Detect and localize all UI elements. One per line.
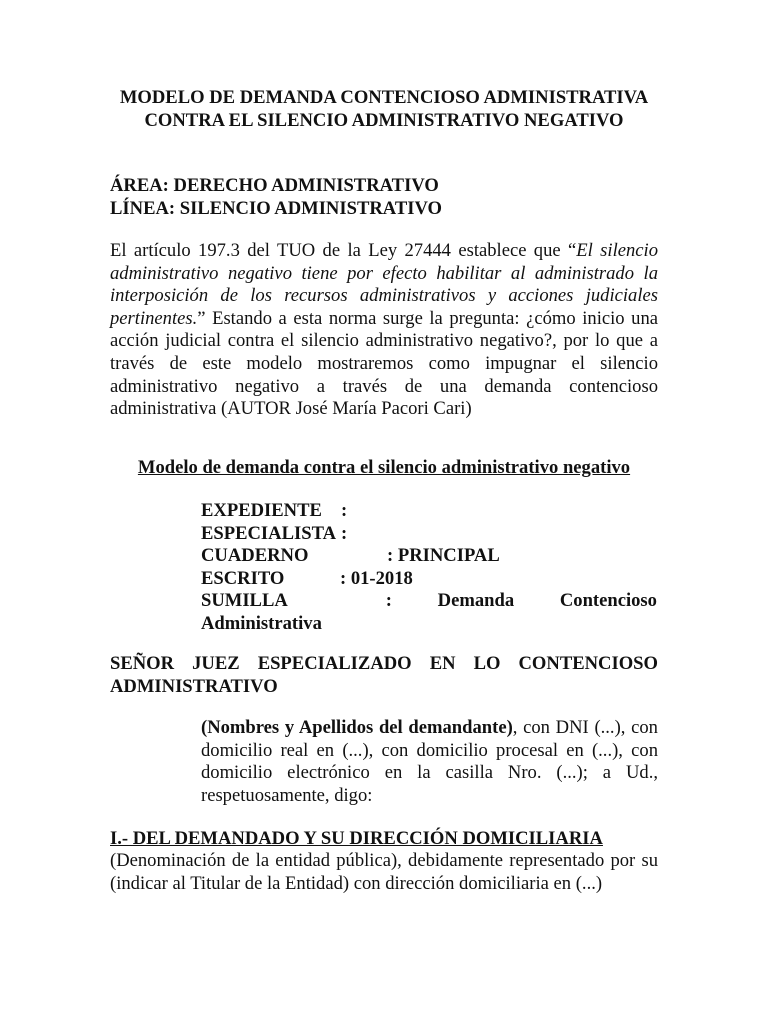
meta-row-sumilla (201, 590, 657, 613)
cuaderno-label: CUADERNO (201, 545, 309, 567)
intro-before: El artículo 197.3 del TUO de la Ley 27444 establece que “ (110, 240, 577, 261)
section-1-paragraph: (Denominación de la entidad pública), debidamente representado por su (indicar al Titular de la Entidad) con dirección domiciliaria en (...) (110, 850, 658, 894)
area-line: ÁREA: DERECHO ADMINISTRATIVO (110, 175, 439, 196)
sumilla-label: SUMILLA (201, 590, 288, 612)
addressee-word: EN (429, 653, 456, 674)
plaintiff-name-placeholder: (Nombres y Apellidos del demandante) (201, 717, 513, 738)
plaintiff-paragraph (201, 717, 658, 807)
sumilla-sep: : (385, 590, 392, 612)
addressee-word: LO (473, 653, 501, 674)
document-title (110, 87, 658, 132)
addressee (110, 653, 658, 698)
title-line-2: CONTRA EL SILENCIO ADMINISTRATIVO NEGATIVO (144, 109, 624, 131)
intro-after: ” Estando a esta norma surge la pregunta: ¿cómo inicio una acción judicial contra el silencio administrativo negativo?, por lo que a través de este modelo mostraremos como impugnar el silencio administrativo negativo a través de una demanda contencioso administrativa (AUTOR José María Pacori Cari) (110, 307, 658, 420)
escrito-value: : 01-2018 (340, 567, 413, 589)
escrito-label: ESCRITO (201, 567, 285, 589)
meta-row-escrito (201, 568, 658, 591)
section-heading-1: I.- DEL DEMANDADO Y SU DIRECCIÓN DOMICILIARIA (110, 828, 603, 849)
intro-quote: El silencio administrativo negativo tiene por efecto habilitar al administrado la interposición de los recursos administrativos y acciones judiciales pertinentes. (110, 240, 658, 329)
sumilla-value-2: Contencioso (559, 590, 657, 612)
meta-row-sumilla-cont (201, 613, 658, 636)
intro-paragraph (110, 240, 658, 421)
addressee-word: ESPECIALIZADO (257, 653, 412, 674)
title-line-1: MODELO DE DEMANDA CONTENCIOSO ADMINISTRATIVA (119, 87, 649, 108)
cuaderno-value: : PRINCIPAL (387, 545, 500, 567)
meta-row-cuaderno (201, 545, 658, 568)
addressee-word: SEÑOR (110, 653, 175, 674)
especialista-value: : (341, 522, 348, 544)
especialista-label: ESPECIALISTA (201, 522, 337, 544)
addressee-line-1 (110, 653, 658, 676)
addressee-word: CONTENCIOSO (518, 653, 658, 674)
area-block (110, 175, 658, 220)
sumilla-value-1: Demanda (437, 590, 515, 612)
expediente-label: EXPEDIENTE (201, 500, 322, 521)
expediente-value: : (341, 500, 348, 521)
meta-row-especialista (201, 523, 658, 546)
addressee-word: JUEZ (192, 653, 240, 674)
addressee-line-2: ADMINISTRATIVO (110, 675, 278, 697)
sumilla-value-3: Administrativa (201, 612, 322, 634)
meta-row-expediente (201, 500, 658, 523)
linea-line: LÍNEA: SILENCIO ADMINISTRATIVO (110, 197, 442, 219)
case-metadata (201, 500, 658, 636)
model-heading: Modelo de demanda contra el silencio administrativo negativo (137, 457, 631, 478)
plaintiff-details: , con DNI (...), con domicilio real en (...), con domicilio procesal en (...), con domicilio electrónico en la casilla Nro. (...); a Ud., respetuosamente, digo: (201, 717, 658, 806)
